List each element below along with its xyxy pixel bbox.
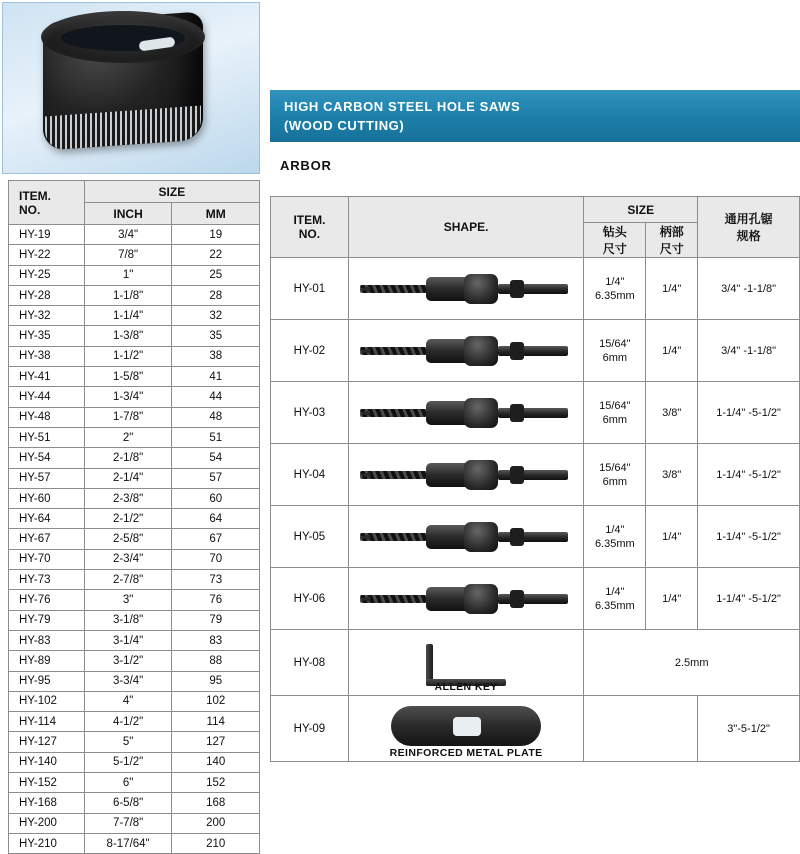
table-row — [9, 245, 260, 265]
title-banner — [270, 90, 800, 142]
header-inch: INCH — [84, 203, 172, 225]
table-row — [9, 509, 260, 529]
arbor-table-body — [271, 258, 800, 762]
cell-inch: 1-1/8" — [84, 285, 172, 305]
cell-inch: 1-7/8" — [84, 407, 172, 427]
cell-inch: 3-3/4" — [84, 671, 172, 691]
cell-universal-spec: 3/4" -1-1/8" — [698, 258, 800, 320]
table-row — [9, 387, 260, 407]
shape-cell — [349, 506, 583, 567]
cell-inch: 3-1/8" — [84, 610, 172, 630]
cell-inch: 2" — [84, 427, 172, 447]
arbor-nut — [464, 584, 498, 614]
cell-mm: 41 — [172, 367, 260, 387]
arbor-drawing — [360, 458, 572, 492]
table-row — [9, 630, 260, 650]
drill-bit-icon — [360, 471, 426, 479]
cell-inch: 2-1/2" — [84, 509, 172, 529]
cell-item-no: HY-89 — [9, 651, 85, 671]
cell-inch: 5-1/2" — [84, 752, 172, 772]
cell-mm: 76 — [172, 590, 260, 610]
table-row — [9, 468, 260, 488]
table-row — [9, 488, 260, 508]
cell-item-no: HY-54 — [9, 448, 85, 468]
cell-item-no: HY-114 — [9, 712, 85, 732]
table-row — [9, 346, 260, 366]
cell-item-no: HY-41 — [9, 367, 85, 387]
cell-mm: 25 — [172, 265, 260, 285]
cell-item-no: HY-168 — [9, 793, 85, 813]
cell-universal-spec: 1-1/4" -5-1/2" — [698, 444, 800, 506]
cell-item-no: HY-79 — [9, 610, 85, 630]
cell-inch: 1" — [84, 265, 172, 285]
table-row — [9, 285, 260, 305]
arbor-collar — [510, 342, 524, 360]
cell-mm: 88 — [172, 651, 260, 671]
cell-drill-size: 1/4" 6.35mm — [584, 258, 646, 320]
drill-bit-icon — [360, 285, 426, 293]
cell-arbor-item-no: HY-04 — [271, 444, 349, 506]
cell-item-no: HY-48 — [9, 407, 85, 427]
cell-inch: 1-1/2" — [84, 346, 172, 366]
cell-mm: 32 — [172, 306, 260, 326]
cell-inch: 1-5/8" — [84, 367, 172, 387]
cell-arbor-item-no: HY-01 — [271, 258, 349, 320]
header-item-no: ITEM. NO. — [9, 181, 85, 225]
drill-bit-icon — [360, 595, 426, 603]
cell-inch: 2-7/8" — [84, 570, 172, 590]
arbor-shank — [498, 346, 568, 356]
cell-item-no: HY-51 — [9, 427, 85, 447]
cell-item-no: HY-22 — [9, 245, 85, 265]
header-mm: MM — [172, 203, 260, 225]
cell-inch: 3-1/2" — [84, 651, 172, 671]
arbor-drawing — [360, 272, 572, 306]
product-photo — [2, 2, 260, 174]
arbor-nut — [464, 522, 498, 552]
cell-item-no: HY-19 — [9, 225, 85, 245]
cell-mm: 168 — [172, 793, 260, 813]
cell-inch: 3-1/4" — [84, 630, 172, 650]
table-row — [9, 570, 260, 590]
cell-mm: 140 — [172, 752, 260, 772]
banner-line-1: HIGH CARBON STEEL HOLE SAWS — [284, 99, 521, 114]
cell-mm: 44 — [172, 387, 260, 407]
shape-cell — [349, 696, 583, 761]
cell-mm: 83 — [172, 630, 260, 650]
cell-mm: 127 — [172, 732, 260, 752]
cell-universal-spec: 1-1/4" -5-1/2" — [698, 506, 800, 568]
cell-inch: 2-1/4" — [84, 468, 172, 488]
table-row — [271, 568, 800, 630]
table-row — [271, 382, 800, 444]
drill-bit-icon — [360, 347, 426, 355]
header-universal-spec: 通用孔锯 规格 — [698, 197, 800, 258]
cell-inch: 8-17/64" — [84, 833, 172, 853]
left-table-body — [9, 225, 260, 854]
cell-arbor-item-no: HY-03 — [271, 382, 349, 444]
cell-inch: 1-1/4" — [84, 306, 172, 326]
shape-cell — [349, 258, 583, 319]
arbor-shank — [498, 408, 568, 418]
cell-item-no: HY-38 — [9, 346, 85, 366]
arbor-shank — [498, 470, 568, 480]
table-row — [271, 630, 800, 696]
table-row — [9, 529, 260, 549]
header-arbor-item-no: ITEM. NO. — [271, 197, 349, 258]
arbor-collar — [510, 466, 524, 484]
table-row — [9, 326, 260, 346]
table-row — [9, 671, 260, 691]
table-row — [9, 427, 260, 447]
header-shank-size: 柄部 尺寸 — [646, 223, 698, 258]
cell-drill-size: 15/64" 6mm — [584, 444, 646, 506]
cell-inch: 5" — [84, 732, 172, 752]
table-row — [9, 265, 260, 285]
arbor-collar — [510, 404, 524, 422]
arbor-drawing — [360, 582, 572, 616]
cell-universal-spec: 3/4" -1-1/8" — [698, 320, 800, 382]
cell-item-no: HY-57 — [9, 468, 85, 488]
cell-item-no: HY-32 — [9, 306, 85, 326]
cell-mm: 19 — [172, 225, 260, 245]
cell-universal-spec: 1-1/4" -5-1/2" — [698, 382, 800, 444]
cell-inch: 2-5/8" — [84, 529, 172, 549]
table-row — [9, 610, 260, 630]
cell-item-no: HY-70 — [9, 549, 85, 569]
cell-mm: 79 — [172, 610, 260, 630]
cell-item-no: HY-60 — [9, 488, 85, 508]
table-row — [9, 448, 260, 468]
table-header-row — [9, 181, 260, 203]
cell-mm: 51 — [172, 427, 260, 447]
table-row — [9, 407, 260, 427]
cell-item-no: HY-67 — [9, 529, 85, 549]
table-row — [9, 793, 260, 813]
table-row — [9, 225, 260, 245]
cell-inch: 4-1/2" — [84, 712, 172, 732]
allen-key-icon — [420, 644, 512, 686]
cell-mm: 152 — [172, 773, 260, 793]
table-row — [271, 696, 800, 762]
cell-mm: 48 — [172, 407, 260, 427]
cell-item-no: HY-102 — [9, 691, 85, 711]
arbor-drawing — [360, 334, 572, 368]
cell-shank-size: 1/4" — [646, 506, 698, 568]
drill-bit-icon — [360, 409, 426, 417]
arbor-shank — [498, 532, 568, 542]
arbor-nut — [464, 398, 498, 428]
cell-mm: 60 — [172, 488, 260, 508]
arbor-nut — [464, 274, 498, 304]
cell-drill-size: 1/4" 6.35mm — [584, 506, 646, 568]
arbor-section-title: ARBOR — [280, 158, 332, 173]
cell-item-no: HY-28 — [9, 285, 85, 305]
cell-mm: 22 — [172, 245, 260, 265]
cell-inch: 3/4" — [84, 225, 172, 245]
hole-saw-size-table — [8, 180, 260, 854]
cell-arbor-item-no: HY-06 — [271, 568, 349, 630]
cell-mm: 38 — [172, 346, 260, 366]
cell-shank-size: 1/4" — [646, 258, 698, 320]
cell-mm: 95 — [172, 671, 260, 691]
cell-item-no: HY-83 — [9, 630, 85, 650]
cell-arbor-item-no: HY-08 — [271, 630, 349, 696]
cell-item-no: HY-64 — [9, 509, 85, 529]
cell-arbor-item-no: HY-05 — [271, 506, 349, 568]
table-row — [9, 752, 260, 772]
cell-item-no: HY-76 — [9, 590, 85, 610]
cell-inch: 1-3/4" — [84, 387, 172, 407]
header-size: SIZE — [84, 181, 259, 203]
cell-mm: 54 — [172, 448, 260, 468]
arbor-header-row — [271, 197, 800, 223]
table-row — [9, 712, 260, 732]
table-row — [271, 444, 800, 506]
cell-universal-spec: 1-1/4" -5-1/2" — [698, 568, 800, 630]
drill-bit-icon — [360, 533, 426, 541]
cell-inch: 7/8" — [84, 245, 172, 265]
table-row — [271, 258, 800, 320]
cell-item-no: HY-210 — [9, 833, 85, 853]
cell-inch: 4" — [84, 691, 172, 711]
cell-inch: 1-3/8" — [84, 326, 172, 346]
table-row — [9, 306, 260, 326]
cell-mm: 102 — [172, 691, 260, 711]
cell-inch: 2-1/8" — [84, 448, 172, 468]
cell-drill-size: 15/64" 6mm — [584, 382, 646, 444]
cell-item-no: HY-127 — [9, 732, 85, 752]
arbor-table — [270, 196, 800, 762]
table-row — [9, 833, 260, 853]
arbor-collar — [510, 528, 524, 546]
cell-mm: 73 — [172, 570, 260, 590]
cell-item-no: HY-200 — [9, 813, 85, 833]
shape-caption: ALLEN KEY — [434, 681, 498, 693]
shape-cell — [349, 382, 583, 443]
shape-caption: REINFORCED METAL PLATE — [389, 747, 543, 759]
cell-item-no: HY-73 — [9, 570, 85, 590]
header-shape: SHAPE. — [348, 197, 583, 258]
cell-item-no: HY-44 — [9, 387, 85, 407]
cell-inch: 2-3/4" — [84, 549, 172, 569]
cell-drill-size: 1/4" 6.35mm — [584, 568, 646, 630]
arbor-shank — [498, 594, 568, 604]
cell-item-no: HY-95 — [9, 671, 85, 691]
cell-shank-size: 3/8" — [646, 444, 698, 506]
banner-line-2: (WOOD CUTTING) — [284, 118, 405, 133]
cell-item-no: HY-140 — [9, 752, 85, 772]
cell-arbor-item-no: HY-02 — [271, 320, 349, 382]
arbor-drawing — [360, 396, 572, 430]
header-drill-size: 钻头 尺寸 — [584, 223, 646, 258]
cell-mm: 70 — [172, 549, 260, 569]
metal-plate-icon — [391, 706, 541, 746]
arbor-collar — [510, 280, 524, 298]
table-row — [9, 549, 260, 569]
table-row — [9, 651, 260, 671]
table-row — [9, 813, 260, 833]
table-row — [271, 320, 800, 382]
cell-inch: 3" — [84, 590, 172, 610]
cell-arbor-item-no: HY-09 — [271, 696, 349, 762]
arbor-collar — [510, 590, 524, 608]
table-row — [9, 732, 260, 752]
cell-mm: 200 — [172, 813, 260, 833]
cell-inch: 6" — [84, 773, 172, 793]
shape-cell — [349, 444, 583, 505]
cell-mm: 210 — [172, 833, 260, 853]
table-row — [271, 506, 800, 568]
arbor-shank — [498, 284, 568, 294]
table-row — [9, 691, 260, 711]
cell-universal-spec: 3"-5-1/2" — [698, 696, 800, 762]
cell-inch: 6-5/8" — [84, 793, 172, 813]
cell-mm: 67 — [172, 529, 260, 549]
cell-mm: 64 — [172, 509, 260, 529]
arbor-nut — [464, 460, 498, 490]
shape-cell — [349, 568, 583, 629]
cell-item-no: HY-35 — [9, 326, 85, 346]
table-row — [9, 367, 260, 387]
cell-mm: 35 — [172, 326, 260, 346]
table-row — [9, 773, 260, 793]
cell-merged-size: 2.5mm — [584, 630, 800, 696]
cell-inch: 7-7/8" — [84, 813, 172, 833]
metal-plate-hole — [453, 717, 481, 736]
cell-mm: 114 — [172, 712, 260, 732]
cell-shank-size: 3/8" — [646, 382, 698, 444]
cell-item-no: HY-25 — [9, 265, 85, 285]
cell-mm: 57 — [172, 468, 260, 488]
table-row — [9, 590, 260, 610]
cell-shank-size: 1/4" — [646, 568, 698, 630]
shape-cell — [349, 630, 583, 695]
cell-drill-size: 15/64" 6mm — [584, 320, 646, 382]
cell-item-no: HY-152 — [9, 773, 85, 793]
cell-inch: 2-3/8" — [84, 488, 172, 508]
cell-empty-size — [584, 696, 698, 762]
cell-mm: 28 — [172, 285, 260, 305]
arbor-drawing — [360, 520, 572, 554]
arbor-nut — [464, 336, 498, 366]
shape-cell — [349, 320, 583, 381]
header-arbor-size: SIZE — [584, 197, 698, 223]
cell-shank-size: 1/4" — [646, 320, 698, 382]
